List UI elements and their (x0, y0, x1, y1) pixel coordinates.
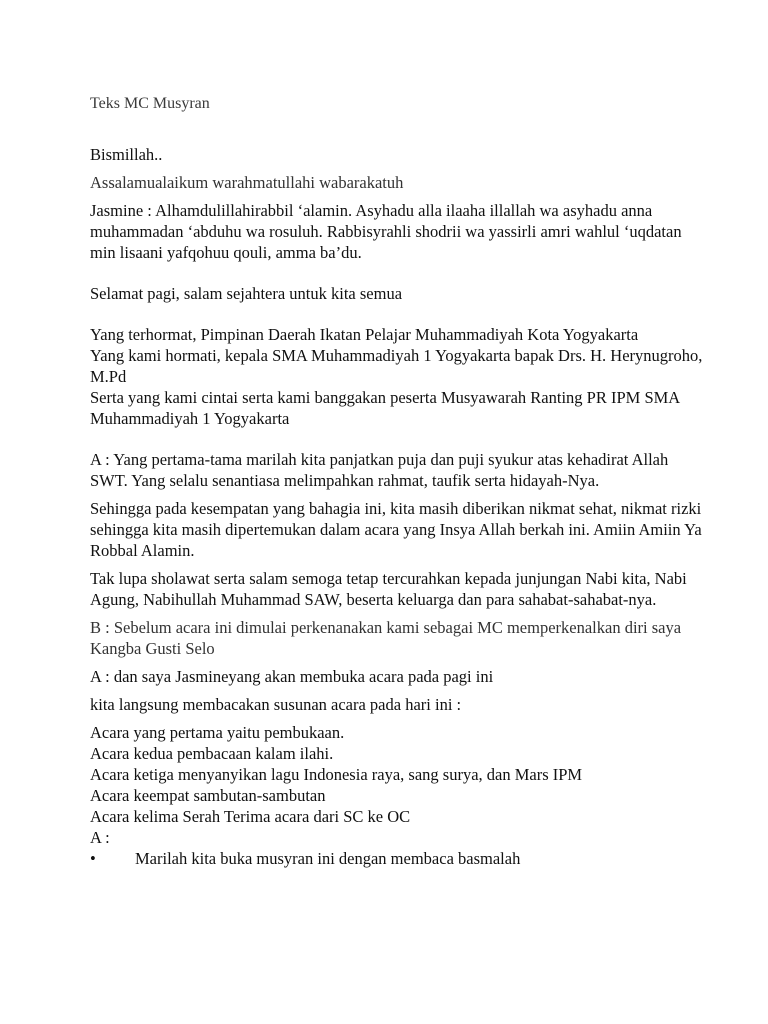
paragraph-a-label: A : (90, 828, 110, 847)
bullet-item (90, 848, 710, 869)
paragraph-honored-1: Yang terhormat, Pimpinan Daerah Ikatan Pelajar Muhammadiyah Kota Yogyakarta (90, 325, 639, 344)
paragraph-jasmine-intro: Jasmine : Alhamdulillahirabbil ‘alamin. Asyhadu alla ilaaha illallah wa asyhadu anna muhammadan ‘abduhu wa rosuluh. Rabbisyrahli shodrii wa yassirli amri wahlul ‘uqdatan min lisaani yafqohuu qouli, amma ba’du. (90, 201, 682, 262)
agenda-item-1: Acara yang pertama yaitu pembukaan. (90, 723, 345, 742)
paragraph-salam: Assalamualaikum warahmatullahi wabarakatuh (90, 173, 404, 192)
paragraph-b-intro: B : Sebelum acara ini dimulai perkenanakan kami sebagai MC memperkenalkan diri saya Kangba Gusti Selo (90, 618, 682, 658)
paragraph-a-praise: A : Yang pertama-tama marilah kita panjatkan puja dan puji syukur atas kehadirat Allah SWT. Yang selalu senantiasa melimpahkan rahmat, taufik serta hidayah-Nya. (90, 450, 669, 490)
bullet-mark: • (90, 849, 96, 868)
agenda-item-5: Acara kelima Serah Terima acara dari SC ke OC (90, 807, 411, 826)
paragraph-opening: Bismillah.. (90, 145, 163, 164)
paragraph-honored-2: Yang kami hormati, kepala SMA Muhammadiyah 1 Yogyakarta bapak Drs. H. Herynugroho, M.Pd (90, 346, 703, 386)
agenda-item-4: Acara keempat sambutan-sambutan (90, 786, 326, 805)
paragraph-agenda-lead: kita langsung membacakan susunan acara pada hari ini : (90, 695, 462, 714)
bullet-text: Marilah kita buka musyran ini dengan membaca basmalah (135, 849, 521, 868)
paragraph-sholawat: Tak lupa sholawat serta salam semoga tetap tercurahkan kepada junjungan Nabi kita, Nabi Agung, Nabihullah Muhammad SAW, beserta keluarga dan para sahabat-sahabat-nya. (90, 569, 687, 609)
paragraph-honored-3: Serta yang kami cintai serta kami banggakan peserta Musyawarah Ranting PR IPM SMA Muhammadiyah 1 Yogyakarta (90, 388, 680, 428)
document-body (90, 94, 710, 869)
agenda-item-2: Acara kedua pembacaan kalam ilahi. (90, 744, 334, 763)
paragraph-a-intro: A : dan saya Jasmineyang akan membuka acara pada pagi ini (90, 667, 494, 686)
agenda-item-3: Acara ketiga menyanyikan lagu Indonesia raya, sang surya, dan Mars IPM (90, 765, 583, 784)
paragraph-blessing: Sehingga pada kesempatan yang bahagia ini, kita masih diberikan nikmat sehat, nikmat rizki sehingga kita masih dipertemukan dalam acara yang Insya Allah berkah ini. Amiin Amiin Ya Robbal Alamin. (90, 499, 702, 560)
document-title: Teks MC Musyran (90, 95, 210, 112)
paragraph-greeting: Selamat pagi, salam sejahtera untuk kita semua (90, 284, 403, 303)
